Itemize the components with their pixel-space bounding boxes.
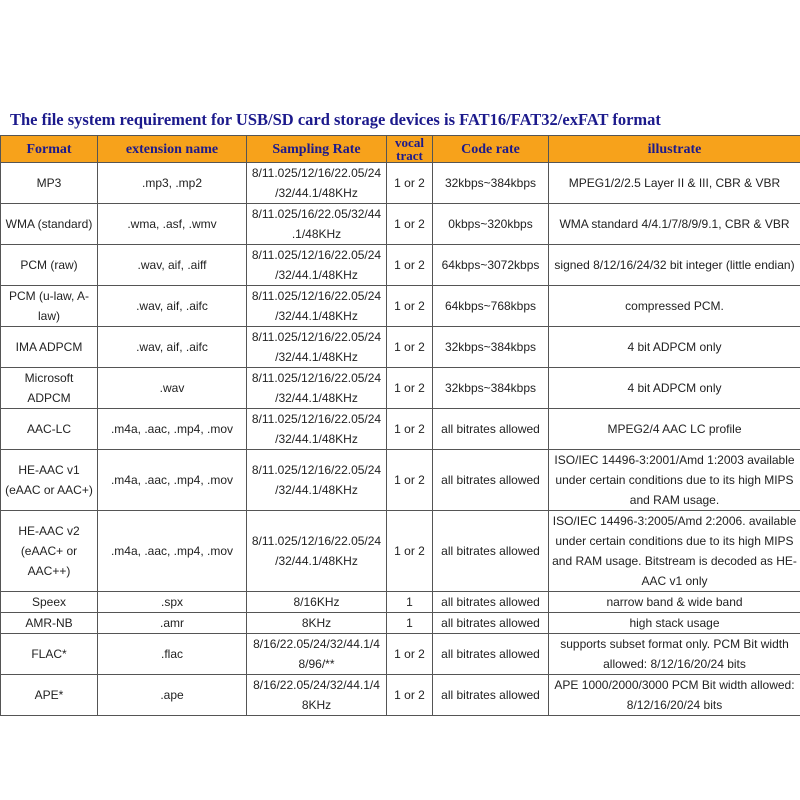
header-vocal-tract: vocal tract [387,136,433,163]
cell-format: Speex [1,592,98,613]
cell-code-rate: all bitrates allowed [433,409,549,450]
cell-extension: .spx [98,592,247,613]
cell-code-rate: all bitrates allowed [433,450,549,511]
cell-illustrate: narrow band & wide band [549,592,800,613]
cell-extension: .m4a, .aac, .mp4, .mov [98,450,247,511]
cell-extension: .amr [98,613,247,634]
cell-vocal-tract: 1 or 2 [387,634,433,675]
cell-vocal-tract: 1 or 2 [387,245,433,286]
cell-format: PCM (u-law, A-law) [1,286,98,327]
cell-vocal-tract: 1 or 2 [387,450,433,511]
cell-code-rate: all bitrates allowed [433,592,549,613]
cell-sampling-rate: 8/11.025/16/22.05/32/44 .1/48KHz [247,204,387,245]
cell-format: AAC-LC [1,409,98,450]
table-row [1,634,800,675]
cell-sampling-rate: 8/16/22.05/24/32/44.1/4 8KHz [247,675,387,716]
table-row [1,675,800,716]
cell-sampling-rate: 8/16KHz [247,592,387,613]
table-row [1,245,800,286]
cell-illustrate: MPEG2/4 AAC LC profile [549,409,800,450]
cell-illustrate: 4 bit ADPCM only [549,327,800,368]
cell-sampling-rate: 8/11.025/12/16/22.05/24 /32/44.1/48KHz [247,511,387,592]
cell-sampling-rate: 8/11.025/12/16/22.05/24 /32/44.1/48KHz [247,327,387,368]
cell-code-rate: 64kbps~3072kbps [433,245,549,286]
header-sampling-rate: Sampling Rate [247,136,387,163]
page-title: The file system requirement for USB/SD card storage devices is FAT16/FAT32/exFAT format [10,110,661,129]
cell-format: Microsoft ADPCM [1,368,98,409]
cell-format: FLAC* [1,634,98,675]
header-illustrate: illustrate [549,136,800,163]
cell-extension: .wav, aif, .aifc [98,286,247,327]
cell-format: AMR-NB [1,613,98,634]
header-extension: extension name [98,136,247,163]
cell-illustrate: supports subset format only. PCM Bit width allowed: 8/12/16/20/24 bits [549,634,800,675]
header-format: Format [1,136,98,163]
cell-sampling-rate: 8/11.025/12/16/22.05/24 /32/44.1/48KHz [247,286,387,327]
cell-code-rate: 32kbps~384kbps [433,327,549,368]
cell-code-rate: 64kbps~768kbps [433,286,549,327]
cell-extension: .wav [98,368,247,409]
cell-extension: .m4a, .aac, .mp4, .mov [98,511,247,592]
cell-sampling-rate: 8/11.025/12/16/22.05/24 /32/44.1/48KHz [247,450,387,511]
cell-illustrate: MPEG1/2/2.5 Layer II & III, CBR & VBR [549,163,800,204]
table-row [1,368,800,409]
cell-extension: .ape [98,675,247,716]
cell-format: APE* [1,675,98,716]
cell-format: HE-AAC v1 (eAAC or AAC+) [1,450,98,511]
cell-sampling-rate: 8/11.025/12/16/22.05/24 /32/44.1/48KHz [247,163,387,204]
cell-vocal-tract: 1 or 2 [387,327,433,368]
cell-format: IMA ADPCM [1,327,98,368]
table-row [1,613,800,634]
table-row [1,450,800,511]
table-row [1,511,800,592]
cell-code-rate: all bitrates allowed [433,613,549,634]
cell-format: PCM (raw) [1,245,98,286]
cell-illustrate: ISO/IEC 14496-3:2005/Amd 2:2006. available under certain conditions due to its high MIPS and RAM usage. Bitstream is decoded as HE-AAC v1 only [549,511,800,592]
cell-vocal-tract: 1 or 2 [387,286,433,327]
cell-vocal-tract: 1 or 2 [387,409,433,450]
cell-vocal-tract: 1 or 2 [387,204,433,245]
cell-code-rate: 32kbps~384kbps [433,163,549,204]
cell-format: WMA (standard) [1,204,98,245]
cell-sampling-rate: 8/11.025/12/16/22.05/24 /32/44.1/48KHz [247,245,387,286]
cell-format: MP3 [1,163,98,204]
cell-code-rate: all bitrates allowed [433,511,549,592]
cell-illustrate: high stack usage [549,613,800,634]
cell-illustrate: compressed PCM. [549,286,800,327]
cell-illustrate: WMA standard 4/4.1/7/8/9/9.1, CBR & VBR [549,204,800,245]
cell-illustrate: 4 bit ADPCM only [549,368,800,409]
format-table [0,135,800,716]
cell-vocal-tract: 1 or 2 [387,675,433,716]
cell-extension: .m4a, .aac, .mp4, .mov [98,409,247,450]
cell-extension: .wav, aif, .aifc [98,327,247,368]
cell-extension: .flac [98,634,247,675]
table-row [1,286,800,327]
cell-vocal-tract: 1 or 2 [387,368,433,409]
cell-extension: .wma, .asf, .wmv [98,204,247,245]
cell-format: HE-AAC v2 (eAAC+ or AAC++) [1,511,98,592]
cell-code-rate: 0kbps~320kbps [433,204,549,245]
table-row [1,327,800,368]
cell-code-rate: all bitrates allowed [433,675,549,716]
table-row [1,204,800,245]
cell-vocal-tract: 1 or 2 [387,511,433,592]
cell-illustrate: APE 1000/2000/3000 PCM Bit width allowed: 8/12/16/20/24 bits [549,675,800,716]
cell-sampling-rate: 8/11.025/12/16/22.05/24 /32/44.1/48KHz [247,409,387,450]
cell-code-rate: all bitrates allowed [433,634,549,675]
cell-vocal-tract: 1 [387,592,433,613]
header-code-rate: Code rate [433,136,549,163]
table-row [1,592,800,613]
cell-sampling-rate: 8/11.025/12/16/22.05/24 /32/44.1/48KHz [247,368,387,409]
cell-vocal-tract: 1 or 2 [387,163,433,204]
cell-vocal-tract: 1 [387,613,433,634]
header-row [1,136,800,163]
cell-illustrate: signed 8/12/16/24/32 bit integer (little endian) [549,245,800,286]
table-row [1,409,800,450]
cell-sampling-rate: 8KHz [247,613,387,634]
cell-code-rate: 32kbps~384kbps [433,368,549,409]
cell-illustrate: ISO/IEC 14496-3:2001/Amd 1:2003 available under certain conditions due to its high MIPS and RAM usage. [549,450,800,511]
cell-extension: .mp3, .mp2 [98,163,247,204]
table-row [1,163,800,204]
cell-extension: .wav, aif, .aiff [98,245,247,286]
cell-sampling-rate: 8/16/22.05/24/32/44.1/4 8/96/** [247,634,387,675]
